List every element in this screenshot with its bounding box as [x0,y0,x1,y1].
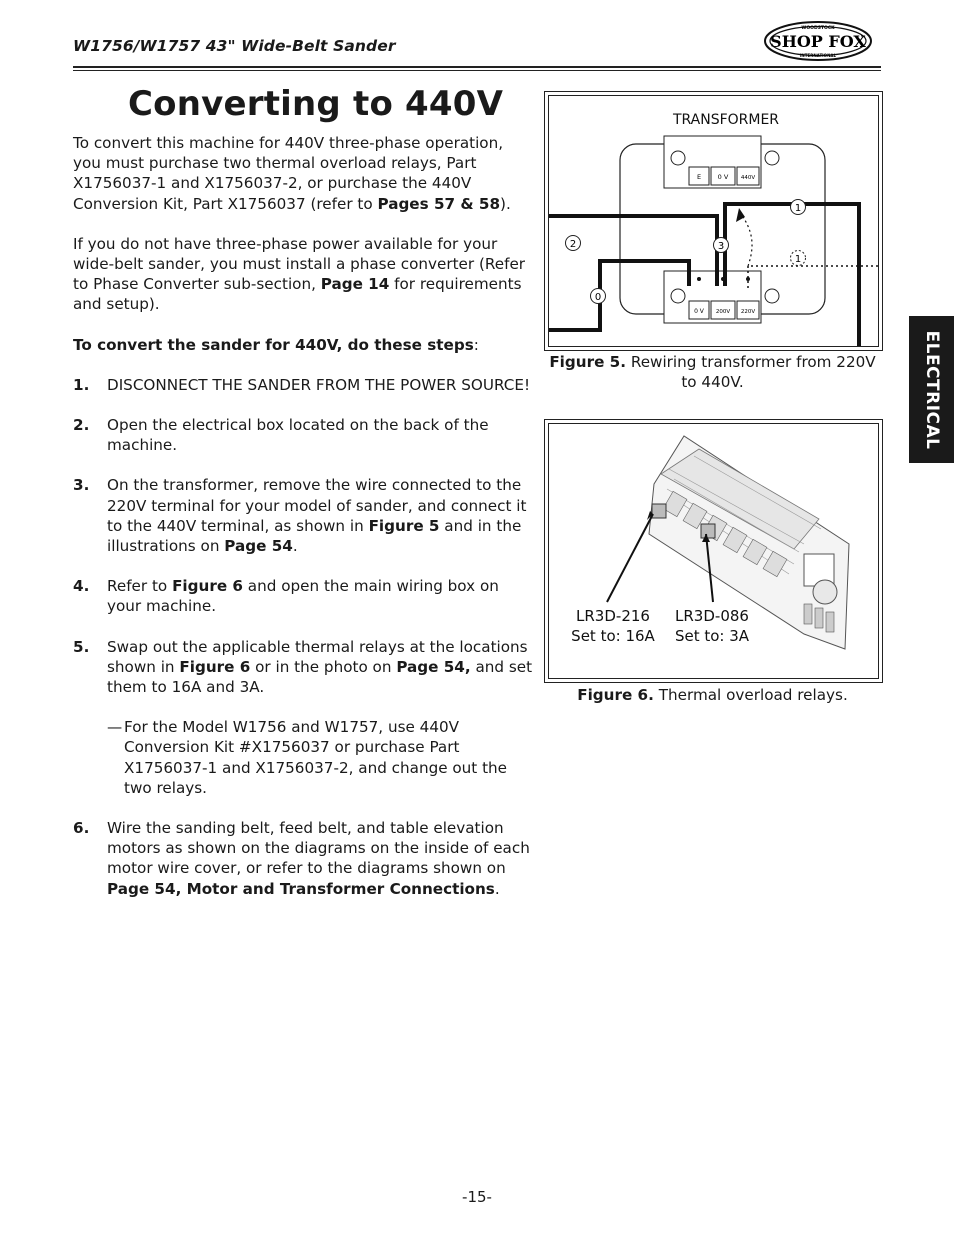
thermal-relay-photo [549,424,878,678]
relay2-setting-label: Set to: 3A [674,627,750,645]
mounting-screw [765,151,779,165]
figure-5-box [544,91,883,351]
section-side-tab-label: ELECTRICAL [921,329,942,450]
svg-text:0: 0 [594,292,602,303]
intro-paragraph-1: To convert this machine for 440V three-phase operation, you must purchase two thermal overload relays, Part X1756037-1 and X1756037-2, or purchase the 440V Conversion Kit, Part X1756037 (refer to Pages 57 & 58). [73,134,511,213]
header-rule-thin [73,70,881,71]
intro-paragraph-2: If you do not have three-phase power available for your wide-belt sander, you must install a phase converter (Refer to Phase Converter sub-section, Page 14 for requirements and setup). [73,234,526,314]
page-title: Converting to 440V [128,84,504,124]
relay1-setting-label: Set to: 16A [571,627,655,645]
svg-text:200V: 200V [715,309,731,315]
step-4: 4. Refer to Figure 6 and open the main wiring box on your machine. [73,577,499,616]
svg-text:3: 3 [717,241,725,252]
relay2-model-label: LR3D-086 [675,607,749,625]
relay-lr3d-086 [701,524,715,538]
steps-heading: To convert the sander for 440V, do these steps: [73,335,479,354]
header-rule [73,66,881,68]
svg-text:SHOP FOX: SHOP FOX [770,32,866,51]
section-side-tab [909,316,954,463]
svg-text:220V: 220V [740,309,756,315]
svg-text:E: E [696,173,702,181]
svg-text:0 V: 0 V [694,308,704,315]
step-6: 6. Wire the sanding belt, feed belt, and table elevation motors as shown on the diagrams on the inside of each motor wire cover, or refer to the diagrams shown on Page 54, Motor and Transformer Connections. [73,819,530,898]
svg-text:0 V: 0 V [717,173,729,181]
document-header-title: W1756/W1757 43" Wide-Belt Sander [73,37,396,55]
page-number: -15- [462,1188,492,1206]
mounting-screw [765,289,779,303]
svg-text:INTERNATIONAL: INTERNATIONAL [799,53,837,58]
svg-text:2: 2 [569,239,577,250]
figure-6-caption: Figure 6. Thermal overload relays. [577,686,848,704]
pointer-line-relay1 [607,514,653,602]
figure-6-box [544,419,883,683]
step-5: 5. Swap out the applicable thermal relays at the locations shown in Figure 6 or in the photo on Page 54, and set them to 16A and 3A. [73,637,533,697]
mounting-screw [671,289,685,303]
transformer-wiring-diagram [549,96,878,346]
step-5-sub-bullet: — For the Model W1756 and W1757, use 440V Conversion Kit #X1756037 or purchase Part X1756037-1 and X1756037-2, and change out the two relays. [107,718,508,797]
main-text-column [73,133,533,919]
relay1-model-label: LR3D-216 [576,607,650,625]
svg-text:1: 1 [794,203,802,214]
step-1: 1. DISCONNECT THE SANDER FROM THE POWER SOURCE! [73,375,531,394]
shop-fox-logo [763,20,873,62]
step-3: 3. On the transformer, remove the wire connected to the 220V terminal for your model of sander, and connect it to the 440V terminal, as shown in Figure 5 and in the illustrations on Page 54. [73,476,527,556]
svg-text:1: 1 [794,254,802,265]
mounting-screw [671,151,685,165]
relay-lr3d-216 [652,504,666,518]
transformer-label: TRANSFORMER [672,112,780,128]
step-2: 2. Open the electrical box located on the back of the machine. [73,416,489,455]
svg-text:WOODSTOCK: WOODSTOCK [801,26,835,31]
svg-text:440V: 440V [740,175,756,181]
figure-5-caption: Figure 5. Rewiring transformer from 220V to 440V. [549,353,876,391]
